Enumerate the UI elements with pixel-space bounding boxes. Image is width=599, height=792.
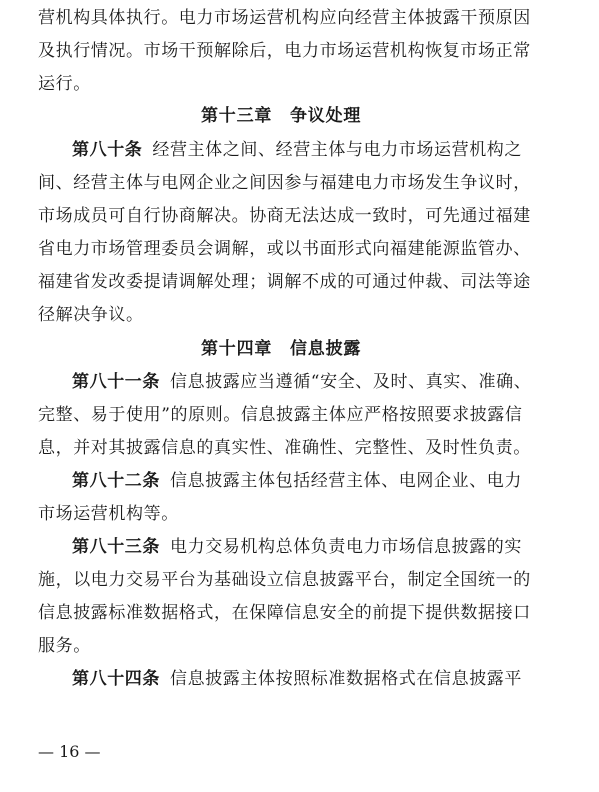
body-line: 完整、易于使用”的原则。信息披露主体应严格按照要求披露信 <box>38 405 523 425</box>
body-line: 间、经营主体与电网企业之间因参与福建电力市场发生争议时， <box>38 173 531 193</box>
body-line: 市场成员可自行协商解决。协商无法达成一致时，可先通过福建 <box>38 206 531 226</box>
article-82-first-line <box>72 471 522 491</box>
page-number: — 16 — <box>38 742 101 761</box>
body-line: 及执行情况。市场干预解除后，电力市场运营机构恢复市场正常 <box>38 41 531 61</box>
article-80-first-line <box>72 140 522 160</box>
article-84-label: 第八十四条 <box>72 669 160 689</box>
article-81-text: 信息披露应当遵循“安全、及时、真实、准确、 <box>170 372 532 392</box>
article-83-label: 第八十三条 <box>72 537 160 557</box>
chapter-14-heading: 第十四章 信息披露 <box>201 339 362 359</box>
article-82-label: 第八十二条 <box>72 471 160 491</box>
article-81-first-line <box>72 372 531 392</box>
body-line: 径解决争议。 <box>38 305 144 325</box>
article-83-first-line <box>72 537 522 557</box>
body-line: 省电力市场管理委员会调解，或以书面形式向福建能源监管办、 <box>38 239 531 259</box>
article-80-text: 经营主体之间、经营主体与电力市场运营机构之 <box>152 140 523 160</box>
chapter-13-heading: 第十三章 争议处理 <box>201 106 362 126</box>
body-line: 息，并对其披露信息的真实性、准确性、完整性、及时性负责。 <box>38 438 531 458</box>
body-line: 运行。 <box>38 74 91 94</box>
article-81-label: 第八十一条 <box>72 372 160 392</box>
body-line: 福建省发改委提请调解处理；调解不成的可通过仲裁、司法等途 <box>38 272 531 292</box>
article-80-label: 第八十条 <box>72 140 143 160</box>
body-line: 市场运营机构等。 <box>38 504 179 524</box>
article-82-text: 信息披露主体包括经营主体、电网企业、电力 <box>170 471 522 491</box>
body-line: 施，以电力交易平台为基础设立信息披露平台，制定全国统一的 <box>38 570 531 590</box>
article-84-text: 信息披露主体按照标准数据格式在信息披露平 <box>170 669 522 689</box>
article-84-first-line <box>72 669 522 689</box>
body-line: 营机构具体执行。电力市场运营机构应向经营主体披露干预原因 <box>38 8 531 28</box>
body-line: 服务。 <box>38 636 91 656</box>
article-83-text: 电力交易机构总体负责电力市场信息披露的实 <box>170 537 522 557</box>
body-line: 信息披露标准数据格式，在保障信息安全的前提下提供数据接口 <box>38 603 531 623</box>
